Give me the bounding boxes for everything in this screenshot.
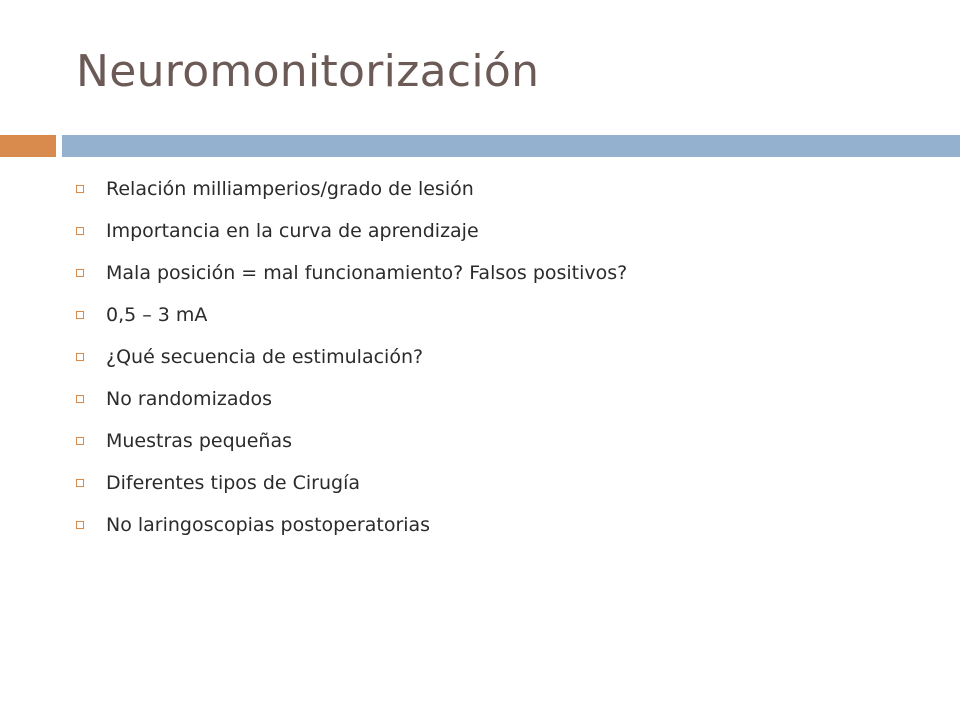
bullet-text: ¿Qué secuencia de estimulación? — [106, 346, 424, 368]
bullet-text: No laringoscopias postoperatorias — [106, 514, 431, 536]
square-bullet-icon — [76, 437, 84, 445]
title-accent-bar-orange — [0, 135, 56, 157]
bullet-item — [76, 168, 627, 210]
bullet-text: Mala posición = mal funcionamiento? Falsos positivos? — [106, 262, 628, 284]
bullet-item — [76, 252, 627, 294]
square-bullet-icon — [76, 269, 84, 277]
square-bullet-icon — [76, 395, 84, 403]
bullet-text: No randomizados — [106, 388, 273, 410]
bullet-text: Relación milliamperios/grado de lesión — [106, 178, 474, 200]
bullet-item — [76, 462, 627, 504]
square-bullet-icon — [76, 353, 84, 361]
bullet-item — [76, 294, 627, 336]
bullet-text: Muestras pequeñas — [106, 430, 292, 452]
bullet-text: 0,5 – 3 mA — [106, 304, 208, 326]
bullet-item — [76, 420, 627, 462]
slide-title: Neuromonitorización — [76, 46, 540, 97]
bullet-text: Diferentes tipos de Cirugía — [106, 472, 361, 494]
bullet-text: Importancia en la curva de aprendizaje — [106, 220, 479, 242]
square-bullet-icon — [76, 479, 84, 487]
square-bullet-icon — [76, 227, 84, 235]
square-bullet-icon — [76, 311, 84, 319]
square-bullet-icon — [76, 521, 84, 529]
square-bullet-icon — [76, 185, 84, 193]
bullet-item — [76, 336, 627, 378]
bullet-list — [76, 168, 627, 546]
bullet-item — [76, 504, 627, 546]
bullet-item — [76, 378, 627, 420]
title-accent-bar-blue — [62, 135, 960, 157]
bullet-item — [76, 210, 627, 252]
